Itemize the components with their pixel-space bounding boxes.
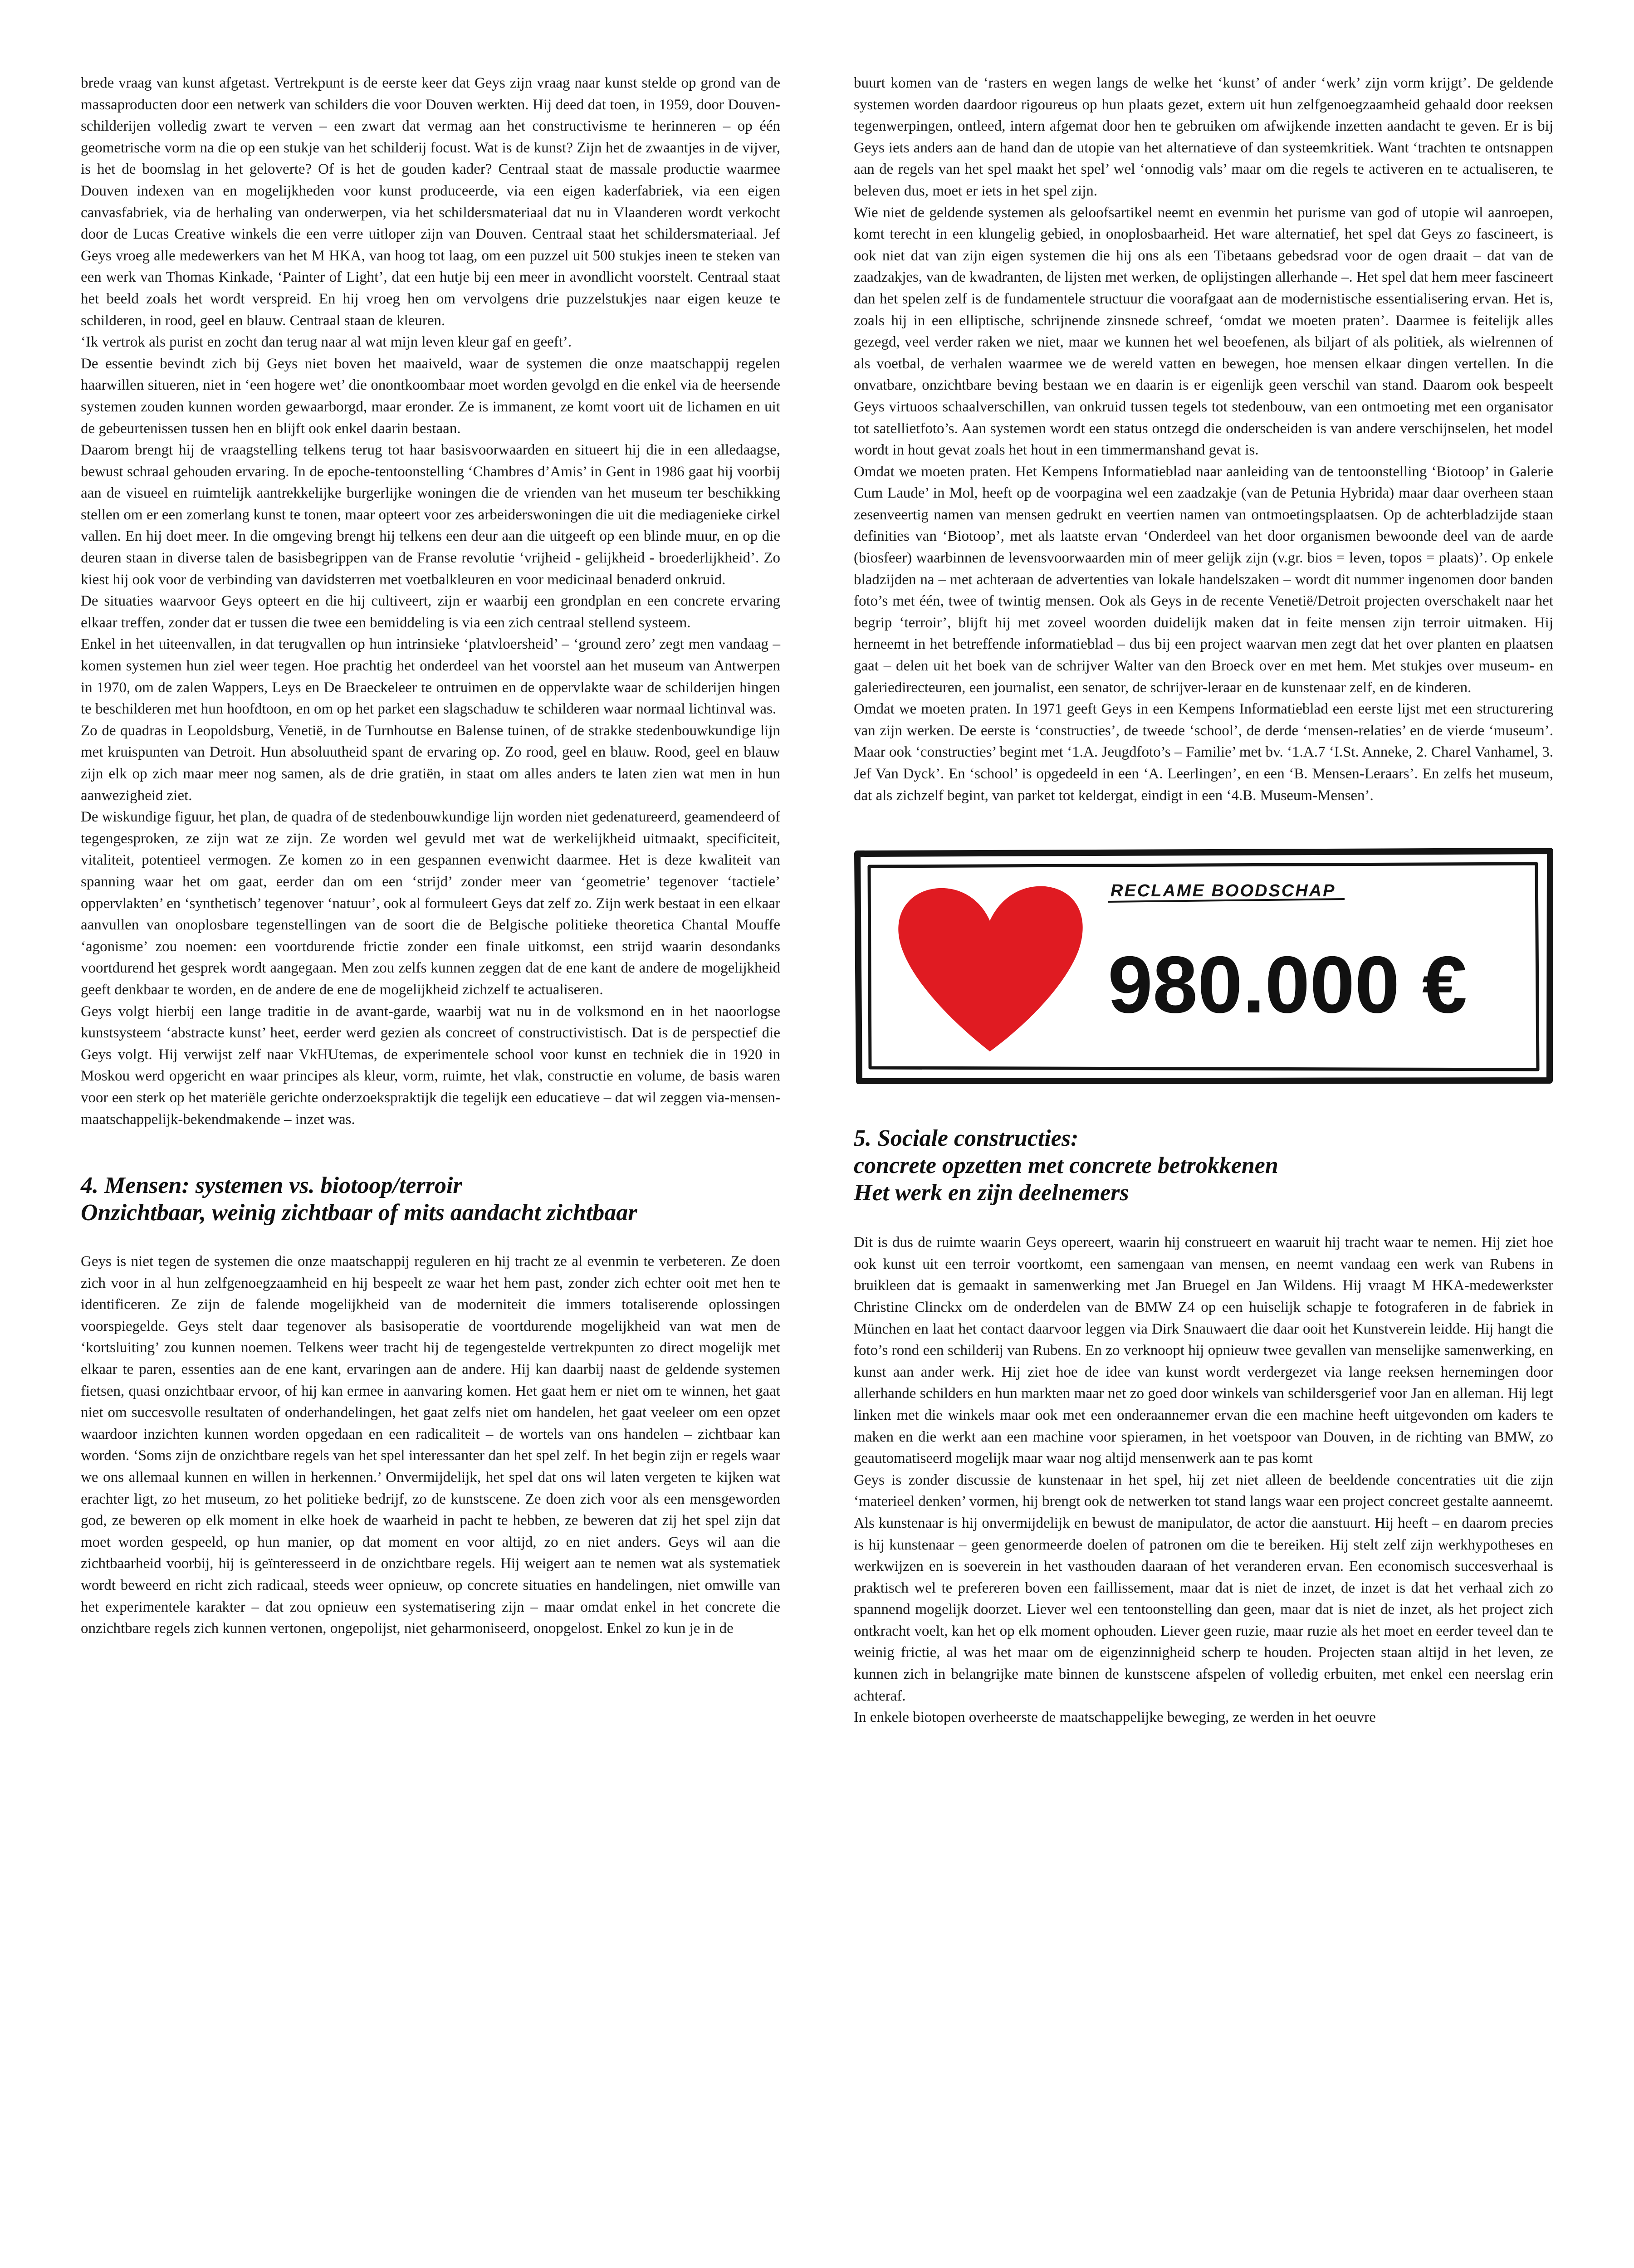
paragraph: brede vraag van kunst afgetast. Vertrekpunt is de eerste keer dat Geys zijn vraag naar kunst stelde op grond van de massaproducten door een netwerk van schilders die voor Douven werkten. Hij deed dat toen, in 1959, door Douven-schilderijen volledig zwart te verven – een zwart dat vermag aan het constructivisme te herinneren – op één geometrische vorm na die op een stukje van het schilderij focust. Wat is de kunst? Zijn het de zwaantjes in de vijver, is het de boomslag in het geloverte? Of is het de gouden kader? Centraal staat de massale productie waarmee Douven indexen van en mogelijkheden voor kunst produceerde, via een eigen kaderfabriek, via een eigen canvasfabriek, via de herhaling van onderwerpen, via het schildersmateriaal dat nu in Vlaanderen wordt verkocht door de Lucas Creative winkels die een verre uitloper zijn van Douven. Centraal staat het schildersmateriaal. Jef Geys vroeg alle medewerkers van het M HKA, van hoog tot laag, om een puzzel uit 500 stukjes ineen te steken van een werk van Thomas Kinkade, ‘Painter of Light’, dat een hutje bij een meer in avondlicht voorstelt. Centraal staat het beeld zoals het wordt verspreid. En hij vroeg hen om vervolgens drie puzzelstukjes naar eigen keuze te schilderen, in rood, geel en blauw. Centraal staan de kleuren. [81,75,780,329]
paragraph: buurt komen van de ‘rasters en wegen langs de welke het ‘kunst’ of ander ‘werk’ zijn vorm krijgt’. De geldende systemen worden daardoor rigoureus op hun plaats gezet, extern uit hun zelfgenoegzaamheid gehaald door reeksen tegenwerpingen, ontleed, intern afgemat door hen te gebruiken om afwijkende inzetten aandacht te geven. Er is bij Geys iets anders aan de hand dan de utopie van het alternatieve of dan systeemkritiek. Want ‘trachten te ontsnappen aan de regels van het spel maakt het spel’ wel ‘onnodig vals’ maar om die regels te activeren en te actualiseren, te beleven dus, moet er iets in het spel zijn. [854,75,1553,199]
advertisement-drawing [854,848,1553,1084]
section-title-line: Onzichtbaar, weinig zichtbaar of mits aandacht zichtbaar [81,1200,637,1226]
paragraph: Omdat we moeten praten. In 1971 geeft Geys in een Kempens Informatieblad een eerste lijst met een structurering van zijn werken. De eerste is ‘constructies’, de tweede ‘school’, de derde ‘mensen-relaties’ en de vierde ‘museum’. Maar ook ‘constructies’ begint met ‘1.A. Jeugdfoto’s – Familie’ met bv. ‘1.A.7 ‘I.St. Anneke, 2. Charel Vanhamel, 3. Jef Van Dyck’. En ‘school’ is opgedeeld in een ‘A. Leerlingen’, en een ‘B. Mensen-Leraars’. En zelfs het museum, dat als zichzelf begint, van parket tot keldergat, eindigt in een ‘4.B. Museum-Mensen’. [854,701,1553,804]
section-title-line: Het werk en zijn deelnemers [854,1180,1129,1206]
section-4-heading [81,1172,780,1227]
paragraph: Geys is zonder discussie de kunstenaar in het spel, hij zet niet alleen de beeldende concentraties uit die zijn ‘materieel denken’ vormen, hij brengt ook de netwerken tot stand langs waar een project concreet gestalte aanneemt. Als kunstenaar is hij onvermijdelijk en bewust de manipulator, de actor die aanstuurt. Hij heeft – en daarom precies is hij kunstenaar – geen genormeerde doelen of patronen om die te bereiken. Hij stelt zelf zijn werkhypotheses en werkwijzen en is soeverein in het vasthouden daaraan of het veranderen ervan. Een economisch succesverhaal is praktisch wel te prefereren boven een faillissement, maar dat is niet de inzet, de inzet is dat het verhaal zich zo spannend mogelijk doorzet. Liever wel een tentoonstelling dan geen, maar dat is niet de inzet, als het project zich ontkracht voelt, kan het op elk moment ophouden. Liever geen ruzie, maar ruzie als het moet en eerder teveel dan te weinig frictie, al was het maar om de eigenzinnigheid scherp te houden. Projecten staan altijd in het leven, ze kunnen zich in belangrijke mate binnen de kunstscene afspelen of volledig erbuiten, met enkel een neerslag erin achteraf. [854,1471,1553,1704]
paragraph: Wie niet de geldende systemen als geloofsartikel neemt en evenmin het purisme van god of utopie wil aanroepen, komt terecht in een klungelig gebied, in onoplosbaarheid. Het ware alternatief, het spel dat Geys zo fascineert, is ook niet dat van zijn eigen systemen die hij ons als een Tibetaans gebedsrad voor de ogen draait – dat van de zaadzakjes, van de kwadranten, de lijsten met werken, de oplijstingen allerhande –. Het spel dat hem meer fascineert dan het spelen zelf is de fundamentele structuur die voorafgaat aan de modernistische essentialisering ervan. Het is, zoals hij in een elliptische, schrijnende zinsnede schreef, ‘omdat we moeten praten’. Daarmee is feitelijk alles gezegd, veel verder raken we niet, maar we kunnen het wel beoefenen, als biljart of als politiek, als wielrennen of als voetbal, de verhalen waarmee we de wereld vatten en bewegen, hoe mensen elkaar dingen vertellen. In die onvatbare, onzichtbare beving bestaan we en daarin is er eigenlijk geen verschil van stand. Daarom ook bespeelt Geys virtuoos schaalverschillen, van onkruid tussen tegels tot stedenbouw, van een ontmoeting met een organisator tot satellietfoto’s. Aan systemen wordt een status ontzegd die onderscheiden is van andere verschijnselen, het model wordt in hout gevat zoals het hout in een timmermanshand gevat is. [854,204,1553,459]
section-title-line: 4. Mensen: systemen vs. biotoop/terroir [81,1173,462,1199]
paragraph: De wiskundige figuur, het plan, de quadra of de stedenbouwkundige lijn worden niet gedenatureerd, geamendeerd of tegengesproken, ze zijn wat ze zijn. Ze worden wel gevuld met wat de werkelijkheid uitmaakt, specificiteit, vitaliteit, potentieel vermogen. Ze komen zo in een gespannen evenwicht daarmee. Het is deze kwaliteit van spanning waar het om gaat, eerder dan om een ‘strijd’ zonder meer van ‘geometrie’ tegenover ‘tactiele’ oppervlakten’ en ‘synthetisch’ tegenover ‘natuur’, ook al formuleert Geys dat zelf zo. Zijn werk bestaat in een elkaar aanvullen van onoplosbare tegenstellingen van de soort die de Belgische politieke theoretica Chantal Mouffe ‘agonisme’ zou noemen: een voortdurende frictie zonder een finale uitkomst, een strijd waarin desondanks voortdurend het gesprek wordt aangegaan. Men zou zelfs kunnen zeggen dat de ene kant de andere de mogelijkheid geeft denkbaar te worden, en de andere de ene de mogelijkheid zichzelf te actualiseren. [81,809,780,998]
paragraph: In enkele biotopen overheerste de maatschappelijke beweging, ze werden in het oeuvre [854,1709,1376,1726]
paragraph: Enkel in het uiteenvallen, in dat terugvallen op hun intrinsieke ‘platvloersheid’ – ‘ground zero’ zegt men vandaag – komen systemen hun ziel weer tegen. Hoe prachtig het onderdeel van het voorstel aan het museum van Antwerpen in 1970, om de zalen Wappers, Leys en De Braeckeleer te ontruimen en de oppervlakte waar de schilderijen hingen te beschilderen met hun hoofdtoon, en om op het parket een slagschaduw te schilderen waar normaal lichtinval was. [81,636,780,718]
ad-label: RECLAME BOODSCHAP [1111,881,1336,901]
advertisement [854,848,1553,1084]
left-column [81,73,780,1640]
section-title-line: concrete opzetten met concrete betrokkenen [854,1153,1278,1179]
paragraph: Daarom brengt hij de vraagstelling telkens terug tot haar basisvoorwaarden en situeert hij die in een alledaagse, bewust schraal gehouden ervaring. In de epoche-tentoonstelling ‘Chambres d’Amis’ in Gent in 1986 gaat hij voorbij aan de visueel en ruimtelijk aantrekkelijke burgerlijke woningen die de vrienden van het museum ter beschikking stellen om er een zomerlang kunst te tonen, maar opteert voor zes arbeiderswoningen die uit die mediagenieke cirkel vallen. En hij doet meer. In die omgeving brengt hij telkens een deur aan die uitgeeft op een blinde muur, en op die deuren staan in diverse talen de basisbegrippen van de Franse revolutie ‘vrijheid - gelijkheid - broederlijkheid’. Zo kiest hij ook voor de verbinding van davidsterren met voetbalkleuren en voor medicinaal benaderd onkruid. [81,442,780,588]
ad-amount: 980.000 € [1108,939,1467,1030]
paragraph: De situaties waarvoor Geys opteert en die hij cultiveert, zijn er waarbij een grondplan en een concrete ervaring elkaar treffen, zonder dat er tussen die twee een bemiddeling is via een zich centraal stellend systeem. [81,593,780,631]
section-title-line: 5. Sociale constructies: [854,1125,1079,1152]
paragraph: Geys is niet tegen de systemen die onze maatschappij reguleren en hij tracht ze al evenmin te verbeteren. Ze doen zich voor in al hun zelfgenoegzaamheid en hij bespeelt ze waar het hem past, zonder zich echter ooit met hen te identificeren. Ze zijn de falende mogelijkheid van de moderniteit die immers totaliserende oplossingen voorspiegelde. Geys stelt daar tegenover als basisoperatie de voortdurende mogelijkheid van wat men de ‘kortsluiting’ zou kunnen noemen. Telkens weer tracht hij de tegengestelde vertrekpunten zo direct mogelijk met elkaar te paren, essenties aan de ene kant, ervaringen aan de andere. Hij kan daarbij naast de geldende systemen fietsen, quasi onzichtbaar ervoor, of hij kan ermee in aanvaring komen. Het gaat hem er niet om te winnen, het gaat niet om succesvolle resultaten of onderhandelingen, het gaat zelfs niet om handelen, het gaat veeleer om een opzet waardoor inzichten kunnen worden opgedaan en een radicaliteit – de wortels van ons handelen – zichtbaar kan worden. ‘Soms zijn de onzichtbare regels van het spel interessanter dan het spel zelf. In het begin zijn er regels waar we ons allemaal kunnen en willen in herkennen.’ Onvermijdelijk, het spel dat ons wil laten vergeten te kijken wat erachter ligt, zo het museum, zo het politieke bedrijf, zo de kunstscene. Ze doen zich voor als een mensgeworden god, ze beweren op elk moment in elke hoek de waarheid in pacht te hebben, ze beweren dat zij het spel zijn dat moet worden gespeeld, op hun manier, op dat moment en voor altijd, zo en niet anders. Geys wil aan die zichtbaarheid voorbij, hij is geïnteresseerd in de onzichtbare regels. Hij weigert aan te nemen wat als systematiek wordt beweerd en richt zich radicaal, steeds weer opnieuw, op concrete situaties en handelingen, niet omwille van het experimentele karakter – dat zou opnieuw een systematisering zijn – maar omdat enkel in het concrete die onzichtbare regels zich kunnen vertonen, ongepolijst, niet geharmoniseerd, onopgelost. Enkel zo kun je in de [81,1253,780,1637]
paragraph: ‘Ik vertrok als purist en zocht dan terug naar al wat mijn leven kleur gaf en geeft’. [81,334,572,351]
right-column [854,73,1553,1729]
paragraph: De essentie bevindt zich bij Geys niet boven het maaiveld, waar de systemen die onze maatschappij regelen haarwillen situeren, niet in ‘een hogere wet’ die onontkoombaar moet worden gevolgd en die enkel via de heersende systemen zouden kunnen worden gewaarborgd, maar eronder. Ze is immanent, ze komt voort uit de lichamen en uit de gebeurtenissen tussen hen en blijft ook enkel daarin bestaan. [81,355,780,437]
heart-icon [898,886,1082,1051]
paragraph: Geys volgt hierbij een lange traditie in de avant-garde, waarbij wat nu in de volksmond en in het naoorlogse kunstsysteem ‘abstracte kunst’ heet, eerder werd gezien als concreet of constructivistisch. Dat is de perspectief die Geys volgt. Hij verwijst zelf naar VkHUtemas, de experimentele school voor kunst en techniek die in 1920 in Moskou werd opgericht en waar principes als kleur, vorm, ruimte, het vlak, constructie en volume, de basis waren voor een sterk op het materiële gerichte onderzoekspraktijk die tegelijk een educatieve – dat wil zeggen via-mensen-maatschappelijk-bekendmakende – inzet was. [81,1003,780,1128]
section-5-heading [854,1125,1553,1207]
paragraph: Omdat we moeten praten. Het Kempens Informatieblad naar aanleiding van de tentoonstelling ‘Biotoop’ in Galerie Cum Laude’ in Mol, heeft op de voorpagina wel een zaadzakje (van de Petunia Hybrida) maar daar overheen staan zesenveertig namen van mensen gedrukt en veertien namen van ontmoetingsplaatsen. Op de achterbladzijde staan definities van ‘Biotoop’, met als laatste ervan ‘Onderdeel van het door organismen bewoonde deel van de aarde (biosfeer) waarbinnen de levensvoorwaarden min of meer gelijk zijn (v.gr. bios = leven, topos = plaats)’. Op enkele bladzijden na – met achteraan de advertenties van lokale handelszaken – wordt dit nummer ingenomen door banden foto’s met één, twee of twintig mensen. Ook als Geys in de recente Venetië/Detroit projecten overschakelt naar het begrip ‘terroir’, blijft hij met zoveel woorden duidelijk maken dat in feite mensen zijn terroir uitmaken. Hij herneemt in het betreffende informatieblad – dus bij een project waarvan men zegt dat het over planten en plaatsen gaat – delen uit het boek van de schrijver Walter van den Broeck over en met hem. Met stukjes over museum- en galeriedirecteuren, een journalist, een senator, de schrijver-leraar en de kunstenaar zelf, en de kinderen. [854,463,1553,696]
paragraph: Dit is dus de ruimte waarin Geys opereert, waarin hij construeert en waaruit hij tracht waar te nemen. Hij ziet hoe ook kunst uit een terroir voortkomt, een samengaan van mensen, en neemt vandaag een werk van Rubens in bruikleen dat is gemaakt in samenwerking met Jan Bruegel en Jan Wildens. Hij vraagt M HKA-medewerkster Christine Clinckx om de onderdelen van de BMW Z4 op een huiselijk schapje te fotograferen in de fabriek in München en laat het contact daarvoor leggen via Dirk Snauwaert die daar ooit het Kunstverein leidde. Hij hangt die foto’s rond een schilderij van Rubens. En zo verknoopt hij opnieuw twee gevallen van menselijke samenwerking, en kunst aan ander werk. Hij ziet hoe de idee van kunst wordt verdergezet via lange reeksen hernemingen door allerhande schilders en hun markten maar net zo goed door winkels van schildersgerief voor Jan en alleman. Hij legt linken met die winkels maar ook met een onderaannemer ervan die een machine heeft uitgevonden om kaders te maken en die werkt aan een machine voor spieramen, in het voetspoor van Douven, in de richting van BMW, zo geautomatiseerd mogelijk maar waar nog altijd mensenwerk aan te pas komt [854,1234,1553,1467]
paragraph: Zo de quadras in Leopoldsburg, Venetië, in de Turnhoutse en Balense tuinen, of de strakke stedenbouwkundige lijn met kruispunten van Detroit. Hun absoluutheid spant de ervaring op. Zo rood, geel en blauw. Rood, geel en blauw zijn elk op zich maar meer nog samen, als de drie gratiën, in staat om alles anders te laten zien wat men in hun aanwezigheid ziet. [81,722,780,804]
